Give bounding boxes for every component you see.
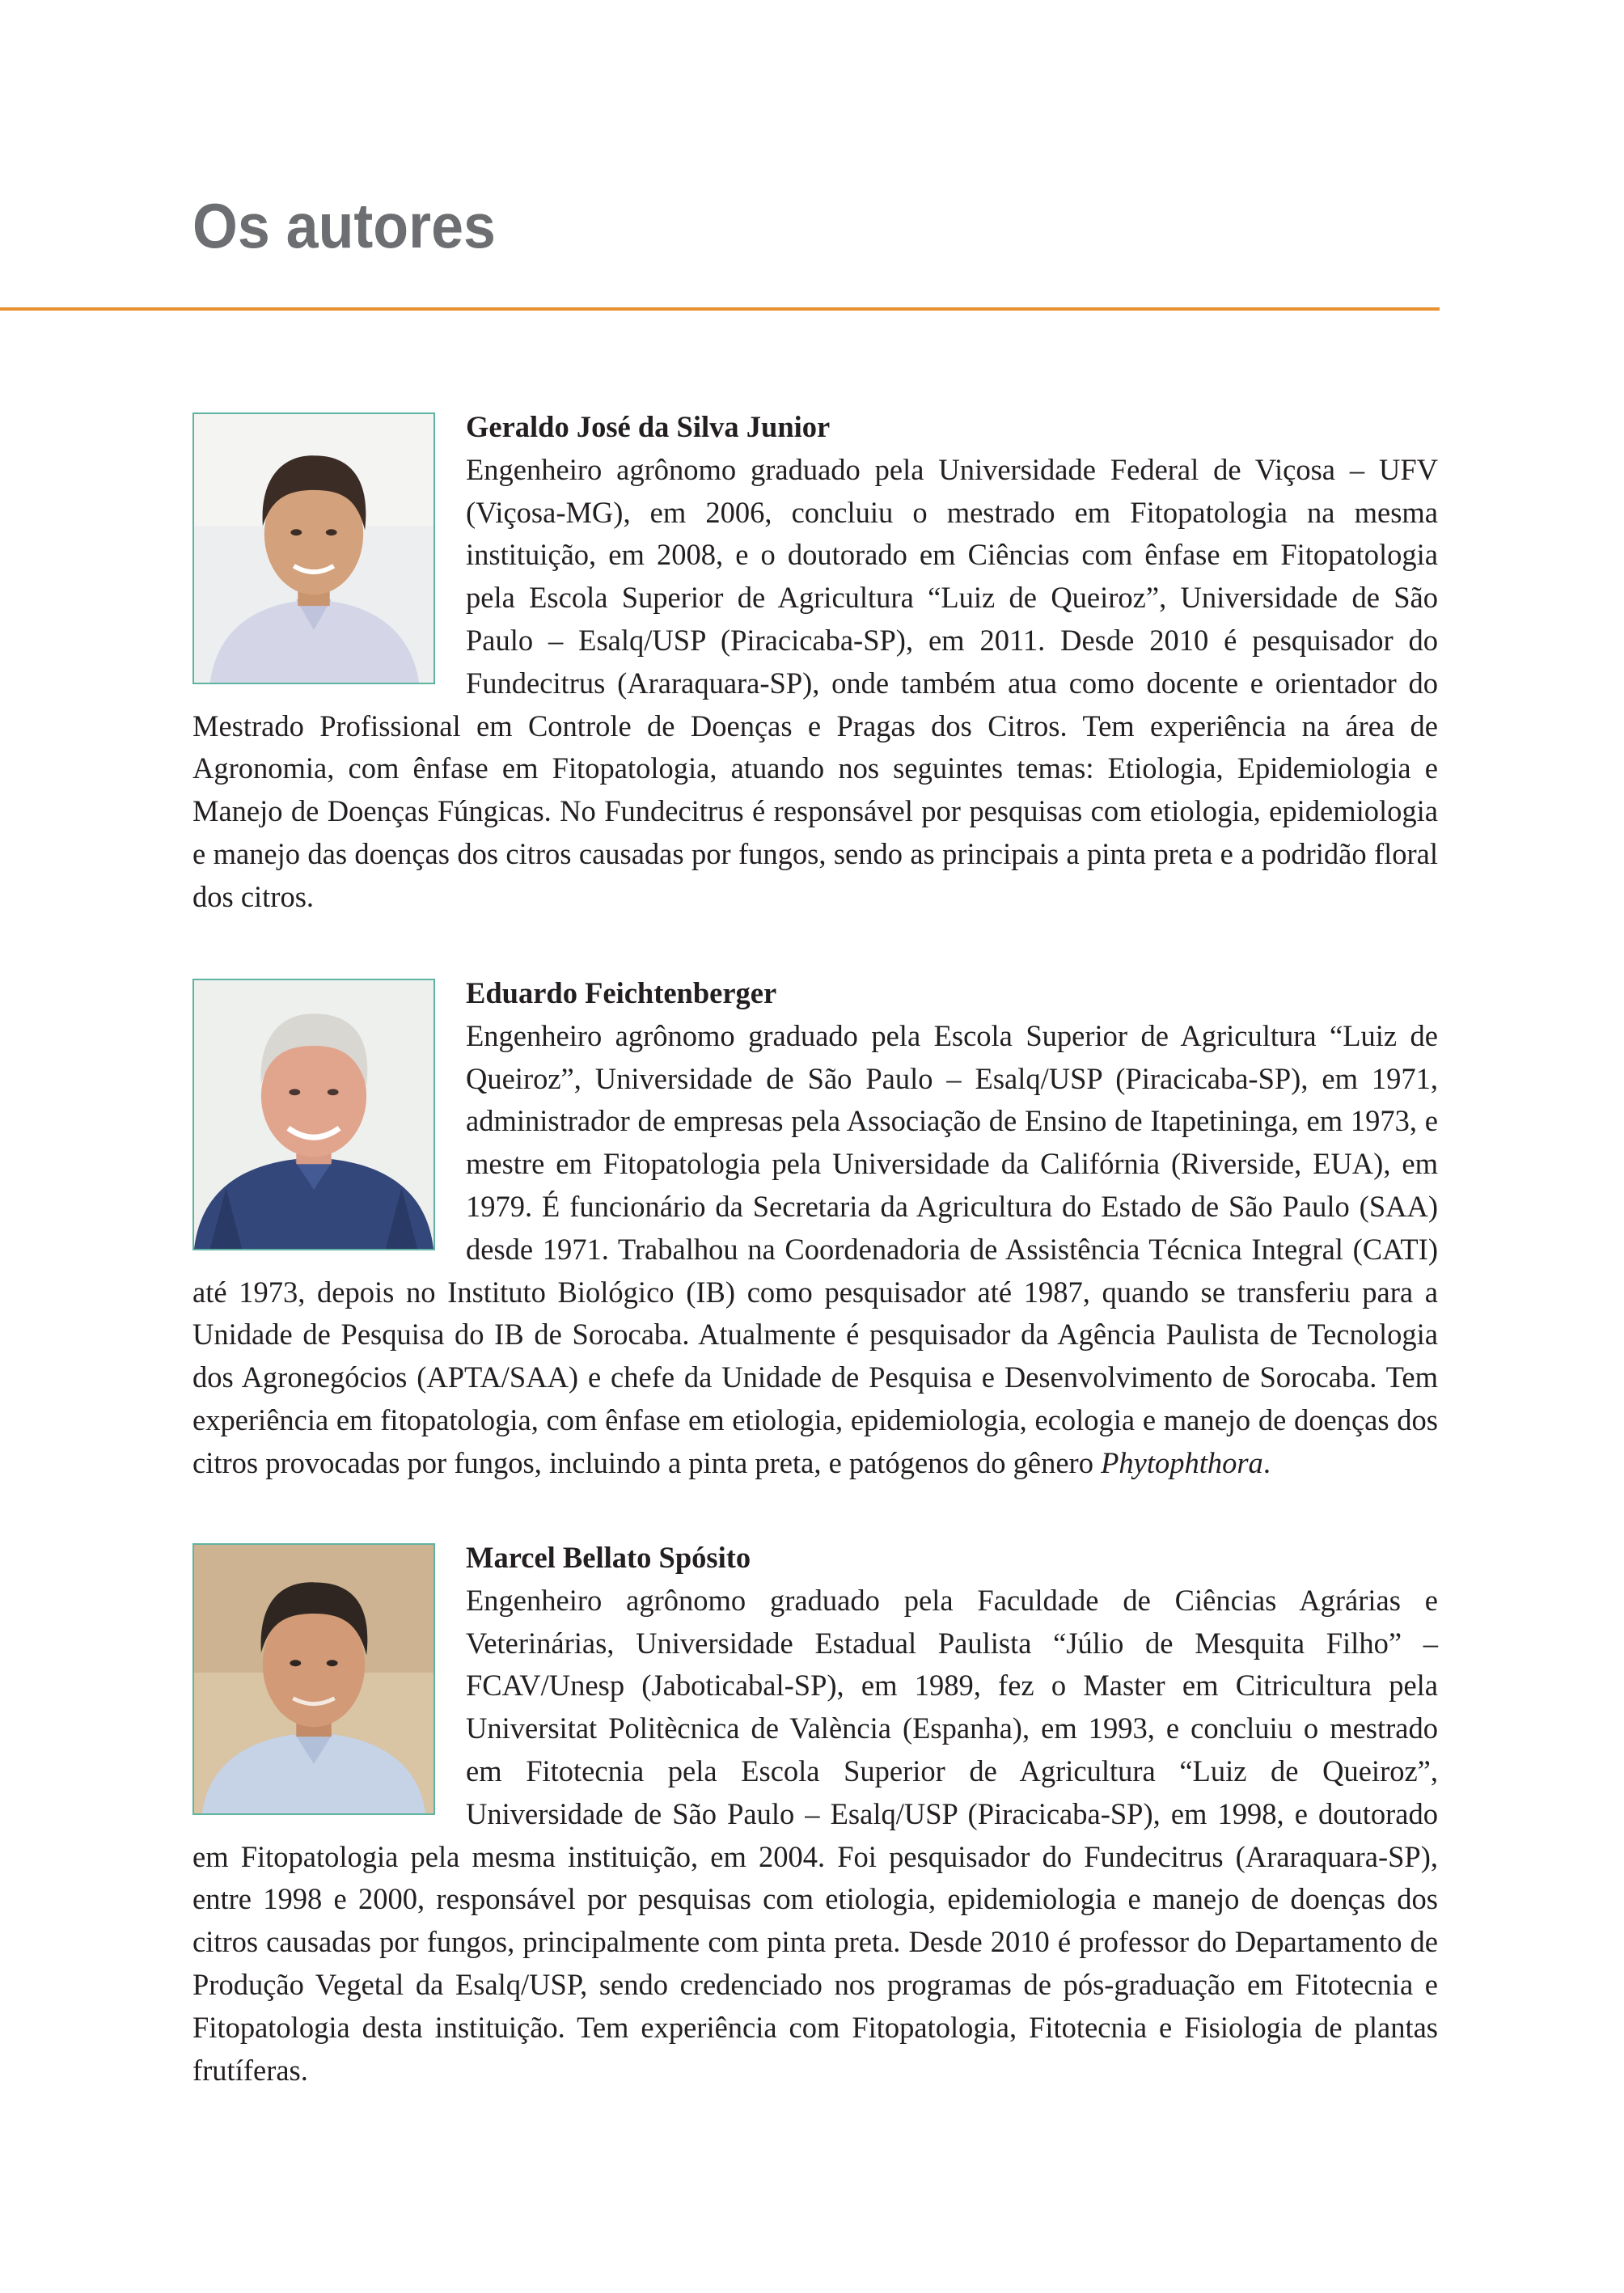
author-bio: Engenheiro agrônomo graduado pela Faculdade de Ciências Agrárias e Veterinárias, Universidade Estadual Paulista “Júlio de Mesquita Filho” – FCAV/Unesp (Jaboticabal-SP), em 1989, fez o Master em Citricultura pela Universitat Politècnica de València (Espanha), em 1993, e concluiu o mestrado em Fitotecnia pela Escola Superior de Agricultura “Luiz de Queiroz”, Universidade de São Paulo – Esalq/USP (Piracicaba-SP), em 1998, e doutorado em Fitopatologia pela mesma instituição, em 2004. Foi pesquisador do Fundecitrus (Araraquara-SP), entre 1998 e 2000, responsável por pesquisas com etiologia, epidemiologia e manejo de doenças dos citros causadas por fungos, principalmente com pinta preta. Desde 2010 é professor do Departamento de Produção Vegetal da Esalq/USP, sendo credenciado nos programas de pós-graduação em Fitotecnia e Fitopatologia desta instituição. Tem experiência com Fitopatologia, Fitotecnia e Fisiologia de plantas frutíferas. <box>192 1583 1438 2087</box>
author-entry <box>192 1537 1438 2092</box>
title-rule <box>0 307 1440 311</box>
author-photo <box>192 412 435 684</box>
author-photo <box>192 979 435 1250</box>
author-name: Geraldo José da Silva Junior <box>466 410 831 443</box>
portrait-photo-icon <box>194 414 433 683</box>
portrait-photo-icon <box>194 1545 433 1813</box>
author-photo <box>192 1543 435 1815</box>
author-bio-text: Engenheiro agrônomo graduado pela Escola Superior de Agricultura “Luiz de Queiroz”, Universidade de São Paulo – Esalq/USP (Piracicaba-SP), em 1971, administrador de empresas pela Associação de Ensino de Itapetininga, em 1973, e mestre em Fitopatologia pela Universidade da Califórnia (Riverside, EUA), em 1979. É funcionário da Secretaria da Agricultura do Estado de São Paulo (SAA) desde 1971. Trabalhou na Coordenadoria de Assistência Técnica Integral (CATI) até 1973, depois no Instituto Biológico (IB) como pesquisador até 1987, quando se transferiu para a Unidade de Pesquisa do IB de Sorocaba. Atualmente é pesquisador da Agência Paulista de Tecnologia dos Agronegócios (APTA/SAA) e chefe da Unidade de Pesquisa e Desenvolvimento de Sorocaba. Tem experiência em fitopatologia, com ênfase em etiologia, epidemiologia, ecologia e manejo de doenças dos citros provocadas por fungos, incluindo a pinta preta, e patógenos do gênero <box>192 1018 1438 1479</box>
page-title: Os autores <box>192 190 496 261</box>
author-entry <box>192 406 1438 919</box>
author-name: Marcel Bellato Spósito <box>466 1541 751 1574</box>
author-bio: Engenheiro agrônomo graduado pela Universidade Federal de Viçosa – UFV (Viçosa-MG), em 2006, concluiu o mestrado em Fitopatologia na mesma instituição, em 2008, e o doutorado em Ciências com ênfase em Fitopatologia pela Escola Superior de Agricultura “Luiz de Queiroz”, Universidade de São Paulo – Esalq/USP (Piracicaba-SP), em 2011. Desde 2010 é pesquisador do Fundecitrus (Araraquara-SP), onde também atua como docente e orientador do Mestrado Profissional em Controle de Doenças e Pragas dos Citros. Tem experiência na área de Agronomia, com ênfase em Fitopatologia, atuando nos seguintes temas: Etiologia, Epidemiologia e Manejo de Doenças Fúngicas. No Fundecitrus é responsável por pesquisas com etiologia, epidemiologia e manejo das doenças dos citros causadas por fungos, sendo as principais a pinta preta e a podridão floral dos citros. <box>192 452 1438 913</box>
author-name: Eduardo Feichtenberger <box>466 976 777 1009</box>
author-entry <box>192 972 1438 1485</box>
portrait-photo-icon <box>194 980 433 1249</box>
author-bio-end: . <box>1262 1445 1271 1479</box>
author-bio-genus: Phytophthora <box>1101 1445 1263 1479</box>
